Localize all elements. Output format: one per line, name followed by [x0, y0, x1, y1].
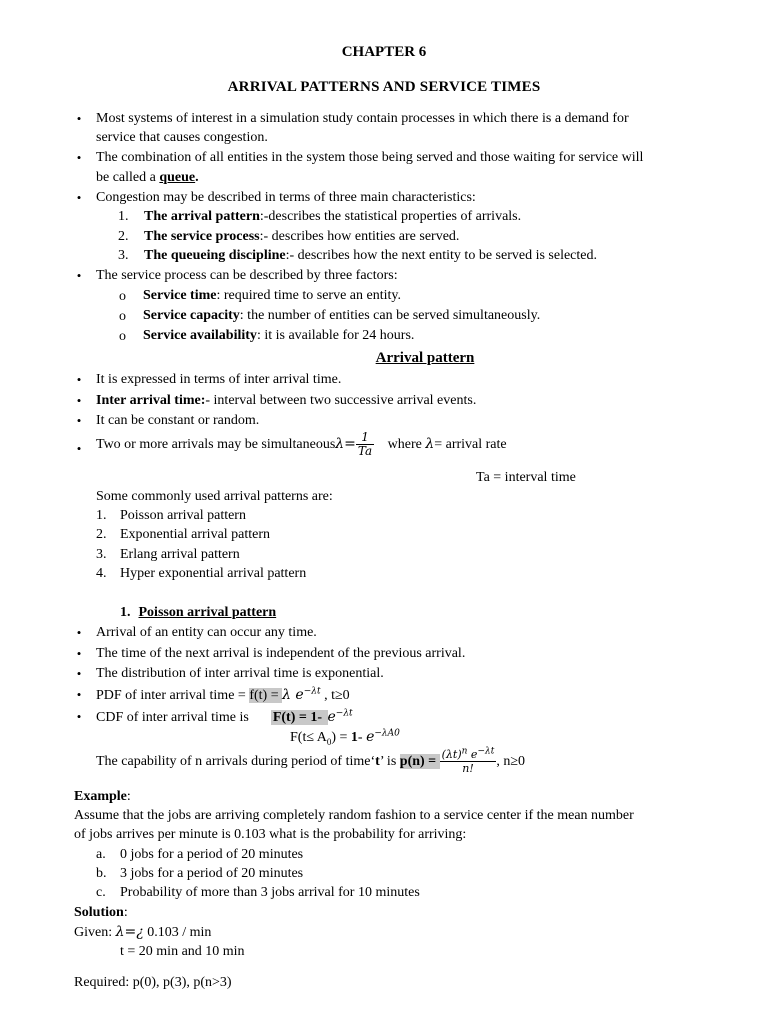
- chapter-title: ARRIVAL PATTERNS AND SERVICE TIMES: [227, 79, 541, 95]
- common-patterns-intro: Some commonly used arrival patterns are:: [96, 489, 333, 504]
- example-item-mark: b.: [96, 866, 107, 881]
- poisson-probability-formula: The capability of n arrivals during period of time‘t’ is p(n) = $\frac{(\lambda t)^n e^{-\lambda t}}{n!}$ , n≥0: [96, 746, 526, 775]
- section-heading-arrival-pattern: Arrival pattern: [375, 350, 475, 366]
- arrival-bullet-3: It can be constant or random.: [96, 413, 260, 428]
- example-line-2: of jobs arrives per minute is 0.103 what is the probability for arriving:: [74, 827, 467, 842]
- characteristic-item: The queueing discipline:- describes how the next entity to be served is selected.: [144, 248, 597, 263]
- arrival-bullet-2: Inter arrival time:- interval between two successive arrival events.: [96, 393, 477, 408]
- pattern-item: Poisson arrival pattern: [120, 508, 246, 523]
- pattern-number: 2.: [96, 527, 107, 542]
- characteristic-number: 3.: [118, 248, 129, 263]
- example-item-mark: a.: [96, 847, 106, 862]
- example-label: Example:: [74, 789, 131, 804]
- bullet-marker: •: [76, 413, 82, 428]
- pdf-formula: PDF of inter arrival time = f(t) = λ $e^{-\lambda t}$ , t≥0: [96, 686, 350, 703]
- example-line-1: Assume that the jobs are arriving completely random fashion to a service center if the mean number: [74, 808, 634, 823]
- example-item: 0 jobs for a period of 20 minutes: [120, 847, 304, 862]
- pattern-number: 1.: [96, 508, 107, 523]
- factor-marker: o: [119, 289, 126, 304]
- example-item: 3 jobs for a period of 20 minutes: [120, 866, 304, 881]
- factor-item: Service time: required time to serve an entity.: [143, 288, 401, 303]
- ta-definition: Ta = interval time: [476, 470, 576, 485]
- bullet-marker: •: [76, 709, 82, 724]
- bullet-marker: •: [76, 625, 82, 640]
- pattern-item: Exponential arrival pattern: [120, 527, 271, 542]
- arrival-bullet-1: It is expressed in terms of inter arrival time.: [96, 372, 342, 387]
- bullet-marker: •: [76, 687, 82, 702]
- intro-bullet-3: Congestion may be described in terms of three main characteristics:: [96, 190, 476, 205]
- chapter-number: CHAPTER 6: [341, 44, 427, 60]
- given-line: Given: λ=¿ 0.103 / min: [74, 924, 212, 940]
- characteristic-number: 2.: [118, 229, 129, 244]
- pattern-item: Erlang arrival pattern: [120, 547, 240, 562]
- poisson-bullet-1: Arrival of an entity can occur any time.: [96, 625, 317, 640]
- poisson-bullet-2: The time of the next arrival is independent of the previous arrival.: [96, 646, 466, 661]
- poisson-heading: 1. Poisson arrival pattern: [120, 605, 277, 620]
- factor-marker: o: [119, 309, 126, 324]
- bullet-marker: •: [76, 372, 82, 387]
- intro-bullet-4: The service process can be described by three factors:: [96, 268, 398, 283]
- time-line: t = 20 min and 10 min: [120, 944, 245, 959]
- required-line: Required: p(0), p(3), p(n>3): [74, 975, 232, 990]
- characteristic-item: The arrival pattern:-describes the statistical properties of arrivals.: [144, 209, 522, 224]
- pattern-number: 3.: [96, 547, 107, 562]
- solution-label: Solution:: [74, 905, 128, 920]
- bullet-marker: •: [76, 111, 82, 126]
- poisson-bullet-3: The distribution of inter arrival time is exponential.: [96, 666, 384, 681]
- factor-item: Service availability: it is available for 24 hours.: [143, 328, 415, 343]
- factor-item: Service capacity: the number of entities can be served simultaneously.: [143, 308, 541, 323]
- bullet-marker: •: [76, 666, 82, 681]
- cdf-formula-a0: $F(t\le A_0) = 1-$ $e^{-\lambda A0}$: [290, 728, 400, 747]
- queue-term: queue: [159, 170, 196, 185]
- intro-bullet-1-line-2: service that causes congestion.: [96, 130, 268, 145]
- characteristic-number: 1.: [118, 209, 129, 224]
- bullet-marker: •: [76, 150, 82, 165]
- bullet-marker: •: [76, 268, 82, 283]
- intro-bullet-1-line-1: Most systems of interest in a simulation study contain processes in which there is a demand for: [96, 111, 629, 126]
- factor-marker: o: [119, 329, 126, 344]
- bullet-marker: •: [76, 393, 82, 408]
- bullet-marker: •: [76, 441, 82, 456]
- characteristic-item: The service process:- describes how entities are served.: [144, 229, 460, 244]
- arrival-rate-formula: Two or more arrivals may be simultaneousλ= $\frac{1}{Ta}$ where λ= arrival rate: [96, 430, 507, 458]
- intro-bullet-2-line-1: The combination of all entities in the system those being served and those waiting for service will: [96, 150, 644, 165]
- example-item: Probability of more than 3 jobs arrival for 10 minutes: [120, 885, 420, 900]
- example-item-mark: c.: [96, 885, 106, 900]
- intro-bullet-2-line-2: be called a queue.: [96, 170, 199, 185]
- bullet-marker: •: [76, 646, 82, 661]
- pattern-item: Hyper exponential arrival pattern: [120, 566, 307, 581]
- bullet-marker: •: [76, 190, 82, 205]
- pattern-number: 4.: [96, 566, 107, 581]
- cdf-formula: CDF of inter arrival time is F(t) = 1- $e^{-\lambda t}$: [96, 708, 353, 725]
